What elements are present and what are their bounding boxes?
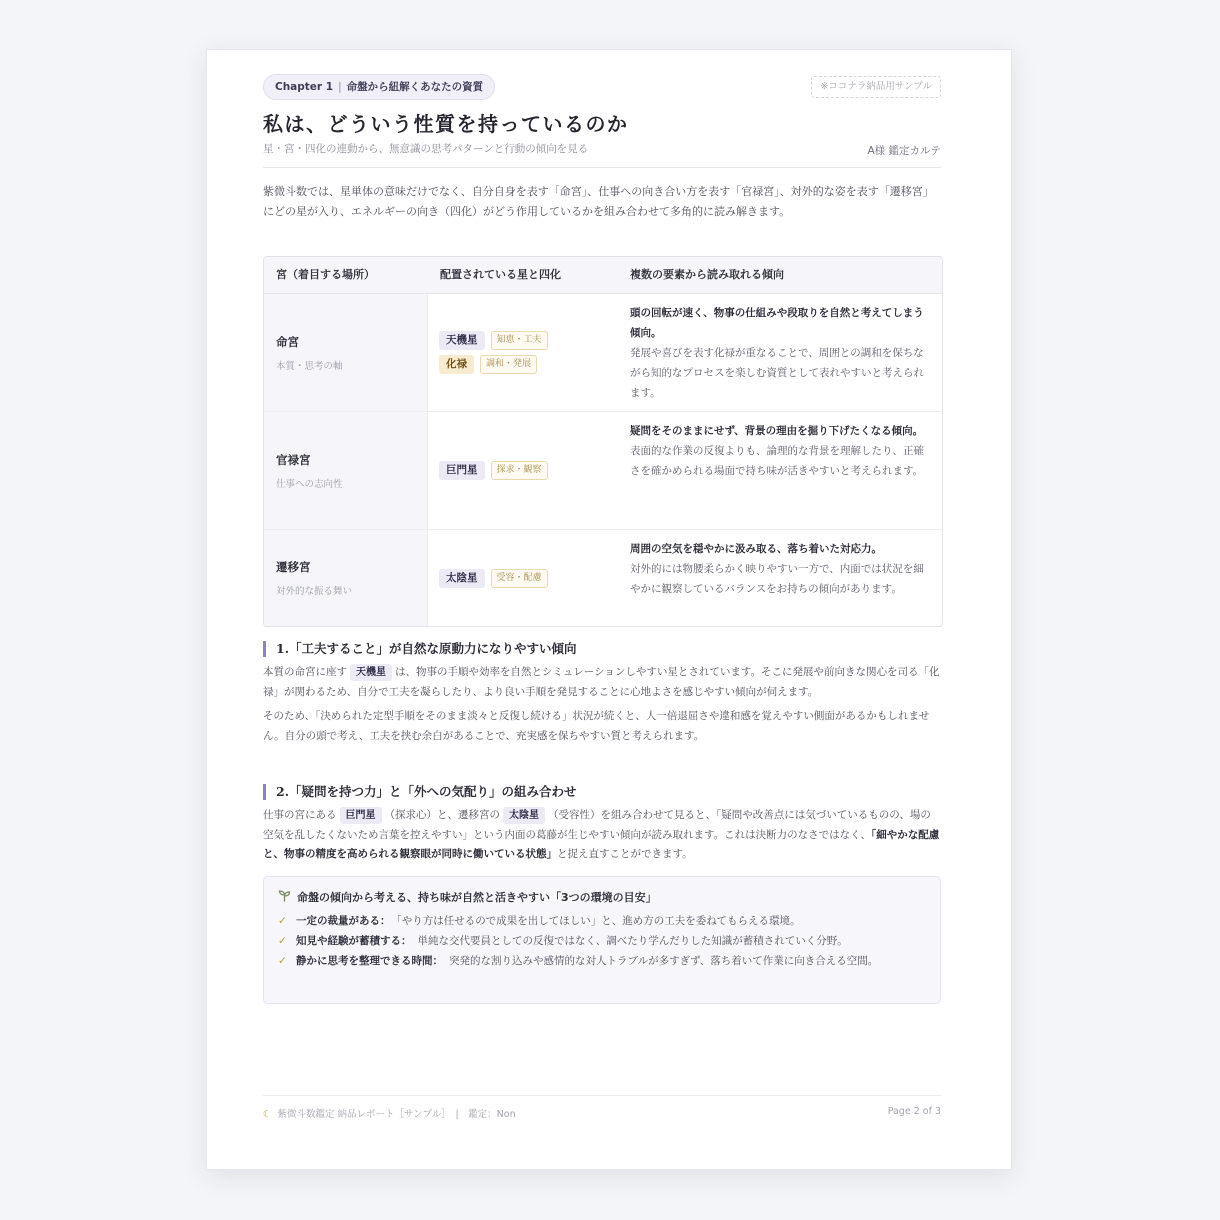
page-content [263,74,941,967]
palace-cell [264,530,428,626]
chapter-pill [263,74,495,100]
tendency-body: 表面的な作業の反復よりも、論理的な背景を理解したり、正確さを確かめられる場面で持ち味が活きやすいと考えられます。 [630,445,924,477]
tendency-head: 周囲の空気を穏やかに汲み取る、落ち着いた対応力。 [630,543,882,555]
item-text: 単純な交代要員としての反復ではなく、調べたり学んだりした知識が蓄積されていく分野。 [417,935,848,947]
section-2-paragraph [263,806,941,865]
chapter-label: Chapter 1 [275,81,334,93]
text-span: 仕事の宮にある [263,809,337,821]
environment-title [278,889,926,905]
tendency-body: 対外的には物腰柔らかく映りやすい一方で、内面では状況を細やかに観察しているバランスをお持ちの傾向があります。 [630,563,924,595]
tendency-body: 発展や喜びを表す化禄が重なることで、周囲との調和を保ちながら知的なプロセスを楽しむ資質として表れやすいと考えられます。 [630,347,924,399]
page-number: Page 2 of 3 [887,1106,941,1117]
text-span: （受容性）を組み合わせて見ると、「疑問や改善点には気づいているものの、場の空気を乱したくないため言葉を控えやすい」という内面の葛藤が生じやすい傾向が読み取れます。これは決断力のなさではなく、 [263,809,931,841]
palace-name: 官禄宮 [276,452,311,467]
header-palace: 宮（着目する場所） [276,268,375,281]
item-label: 一定の裁量がある： [296,915,391,927]
palace-sub: 仕事への志向性 [276,478,343,490]
table-row [264,412,942,530]
check-icon: ✓ [278,955,287,967]
keyword-tag: 調和・発展 [480,355,537,374]
emphasis-text: 「細やかな配慮と、物事の精度を高められる観察眼が同時に働いている状態」 [263,828,940,860]
header-divider [263,167,941,168]
sprout-icon [278,889,291,905]
section-1-paragraph-1 [263,663,941,702]
tendency-head: 疑問をそのままにせず、背景の理由を掘り下げたくなる傾向。 [630,425,924,437]
section-2-heading: 2.「疑問を持つ力」と「外への気配り」の組み合わせ [263,784,941,800]
table-header [264,257,942,294]
text-span: （探求心）と、遷移宮の [384,809,500,821]
environment-title-text: 命盤の傾向から考える、持ち味が自然と活きやすい「3つの環境の目安」 [297,891,657,904]
tendency-head: 頭の回転が速く、物事の仕組みや段取りを自然と考えてしまう傾向。 [630,307,924,339]
stars-cell [428,530,618,626]
palace-cell [264,294,428,411]
intro-paragraph: 紫微斗数では、星単体の意味だけでなく、自分自身を表す「命宮」、仕事への向き合い方を表す「官禄宮」、対外的な姿を表す「遷移宮」にどの星が入り、エネルギーの向き（四化）がどう作用しているかを組み合わせて多角的に読み解きます。 [263,185,934,218]
report-page [206,49,1012,1170]
item-label: 静かに思考を整理できる時間： [296,955,443,967]
text-span: は、物事の手順や効率を自然とシミュレーションしやすい星とされています。そこに発展や前向きな関心を司る「化禄」が関わるため、自分で工夫を凝らしたり、より良い手順を発見することに心地よさを感じやすい傾向が伺えます。 [263,666,940,698]
footer-left-text: 紫微斗数鑑定 納品レポート［サンプル］ | 鑑定：Non [277,1109,516,1120]
item-label: 知見や経験が蓄積する： [296,935,412,947]
keyword-tag: 探求・観察 [491,461,548,480]
star-tag: 巨門星 [439,461,485,480]
footer-divider [263,1095,941,1096]
item-text: 突発的な割り込みや感情的な対人トラブルが多すぎず、落ち着いて作業に向き合える空間。 [449,955,879,967]
table-row [264,530,942,626]
check-icon: ✓ [278,915,287,927]
chapter-title: 命盤から紐解くあなたの資質 [346,81,484,93]
stars-cell [428,294,618,411]
star-tag: 太陰星 [439,569,485,588]
list-item [278,931,926,951]
section-1-body [263,663,941,751]
palace-name: 遷移宮 [276,560,311,574]
footer-left [263,1106,516,1120]
environment-list [278,911,926,971]
text-span: 本質の命宮に座す [263,666,347,678]
client-karte-label: A様 鑑定カルテ [867,145,941,157]
check-icon: ✓ [278,935,287,947]
palace-cell [264,412,428,529]
section-2-body [263,806,941,870]
list-item-content [296,951,878,971]
keyword-tag: 受容・配慮 [491,569,548,588]
stars-cell [428,412,618,529]
moon-icon: ☾ [263,1109,272,1120]
table-row [264,294,942,412]
list-item [278,911,926,931]
tendency-cell [618,530,942,626]
page-title: 私は、どういう性質を持っているのか [263,112,629,136]
inline-star-tag: 天機星 [350,664,392,681]
header-tendency: 複数の要素から読み取れる傾向 [630,268,784,281]
text-span: と捉え直すことができます。 [557,848,693,860]
item-text: 「やり方は任せるので成果を出してほしい」と、進め方の工夫を委ねてもらえる環境。 [396,915,801,927]
tendency-cell [618,294,942,411]
tag-line [439,461,618,480]
tag-line [439,355,618,374]
palace-sub: 本質・思考の軸 [276,360,343,372]
page-subtitle: 星・宮・四化の連動から、無意識の思考パターンと行動の傾向を見る [263,143,589,155]
tag-line [439,331,618,350]
inline-star-tag: 太陰星 [503,807,545,824]
list-item-content [296,931,848,951]
sample-badge: ※ココナラ納品用サンプル [811,76,941,98]
tendency-cell [618,412,942,529]
environment-box [263,876,941,1004]
section-1-heading: 1.「工夫すること」が自然な原動力になりやすい傾向 [263,641,941,657]
header-stars: 配置されている星と四化 [440,268,561,281]
star-tag: 天機星 [439,331,485,350]
tag-line [439,569,618,588]
list-item [278,951,926,971]
hua-tag: 化禄 [439,355,474,374]
chapter-separator: | [338,81,342,93]
keyword-tag: 知恵・工夫 [491,331,548,350]
palace-table [263,256,943,627]
palace-name: 命宮 [276,334,299,349]
inline-star-tag: 巨門星 [340,807,382,824]
list-item-content [296,911,801,931]
section-1-paragraph-2: そのため、「決められた定型手順をそのまま淡々と反復し続ける」状況が続くと、人一倍退屈さや違和感を覚えやすい側面があるかもしれません。自分の頭で考え、工夫を挟む余白があることで、充実感を保ちやすい質と考えられます。 [263,710,930,742]
palace-sub: 対外的な振る舞い [276,586,353,597]
